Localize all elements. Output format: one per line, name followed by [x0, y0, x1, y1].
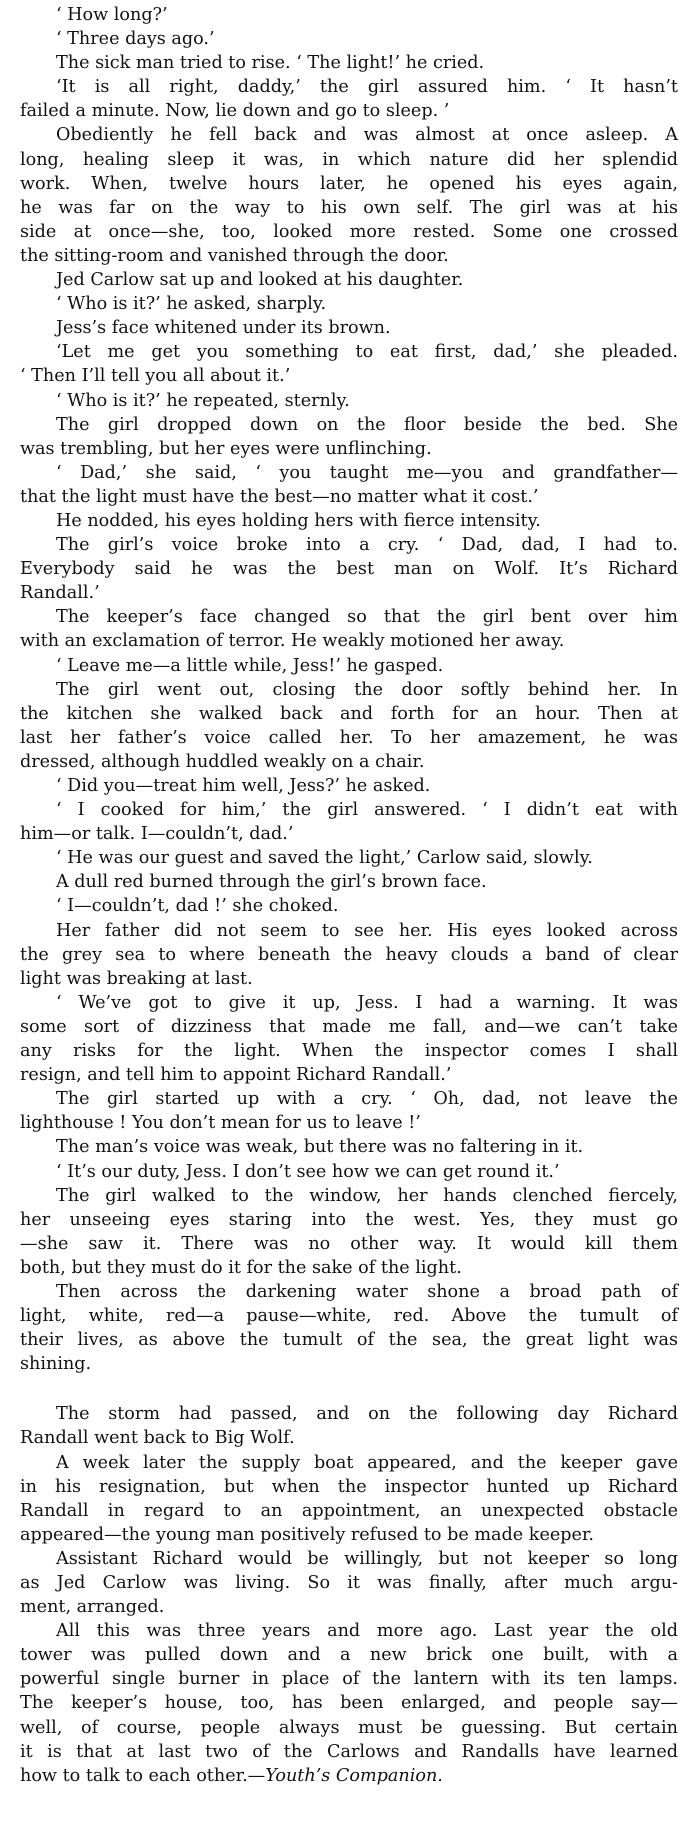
text-line: both, but they must do it for the sake of the light. [20, 1257, 462, 1278]
text-line: Jed Carlow sat up and looked at his daughter. [56, 270, 464, 291]
text-line: The keeper’s face changed so that the girl bent over him [56, 607, 678, 628]
text-line: was trembling, but her eyes were unflinching. [20, 438, 432, 459]
text-line: Randall in regard to an appointment, an unexpected obstacle [20, 1500, 678, 1521]
text-line: The girl went out, closing the door softly behind her. In [56, 679, 678, 700]
text-line: Obediently he fell back and was almost at once asleep. A [56, 125, 678, 146]
text-line: dressed, although huddled weakly on a chair. [20, 751, 425, 772]
text-line: ‘ Who is it?’ he repeated, sternly. [56, 390, 350, 411]
text-line: A week later the supply boat appeared, and the keeper gave [56, 1452, 678, 1473]
text-line: shining. [20, 1354, 92, 1375]
text-line: He nodded, his eyes holding hers with fierce intensity. [56, 510, 541, 531]
text-line: ‘ I cooked for him,’ the girl answered. ‘ I didn’t eat with [56, 800, 678, 821]
text-line: ‘ Who is it?’ he asked, sharply. [56, 294, 327, 315]
text-line: light, white, red—a pause—white, red. Above the tumult of [20, 1306, 678, 1327]
text-line: The girl started up with a cry. ‘ Oh, dad, not leave the [56, 1089, 678, 1110]
text-line: lighthouse ! You don’t mean for us to leave !’ [20, 1113, 421, 1134]
text-line: side at once—she, too, looked more rested. Some one crossed [20, 221, 678, 242]
text-line: the grey sea to where beneath the heavy clouds a band of clear [20, 944, 678, 965]
text-line: appeared—the young man positively refused to be made keeper. [20, 1524, 595, 1545]
source-credit: Youth’s Companion. [265, 1765, 443, 1786]
text-line: Jess’s face whitened under its brown. [56, 318, 391, 339]
text-line: as Jed Carlow was living. So it was finally, after much argu- [20, 1573, 678, 1593]
text-line: that the light must have the best—no matter what it cost.’ [20, 486, 539, 507]
text-line: any risks for the light. When the inspector comes I shall [20, 1041, 678, 1062]
text-line: ‘ Leave me—a little while, Jess!’ he gasped. [56, 655, 444, 676]
text-line: the sitting-room and vanished through the door. [20, 245, 449, 266]
section-break [0, 1376, 700, 1402]
text-line: their lives, as above the tumult of the sea, the great light was [20, 1330, 678, 1351]
text-line: powerful single burner in place of the lantern with its ten lamps. [20, 1669, 678, 1690]
text-line: tower was pulled down and a new brick one built, with a [20, 1645, 678, 1666]
text-line: ‘ He was our guest and saved the light,’ Carlow said, slowly. [56, 848, 593, 869]
text-line: The keeper’s house, too, has been enlarged, and people say— [20, 1693, 678, 1714]
text-line: ‘ Dad,’ she said, ‘ you taught me—you and grandfather— [56, 462, 678, 483]
closing-line [0, 1764, 700, 1788]
text-line: Randall.’ [20, 583, 100, 604]
text-line: ‘Let me get you something to eat first, dad,’ she pleaded. [56, 342, 678, 363]
text-line: ‘ I—couldn’t, dad !’ she choked. [56, 896, 339, 917]
closing-text: how to talk to each other.— [20, 1765, 266, 1786]
text-line: The girl walked to the window, her hands clenched fiercely, [56, 1185, 678, 1206]
text-line: The girl’s voice broke into a cry. ‘ Dad, dad, I had to. [56, 535, 678, 556]
text-line: All this was three years and more ago. Last year the old [56, 1621, 678, 1642]
text-line: ment, arranged. [20, 1597, 165, 1618]
text-line: Assistant Richard would be willingly, but not keeper so long [56, 1548, 678, 1569]
text-line: Randall went back to Big Wolf. [20, 1428, 295, 1449]
text-line: well, of course, people always must be guessing. But certain [20, 1717, 678, 1738]
text-line: The man’s voice was weak, but there was no faltering in it. [56, 1137, 584, 1158]
text-line: Then across the darkening water shone a broad path of [56, 1281, 678, 1302]
text-line: ‘ We’ve got to give it up, Jess. I had a warning. It was [56, 992, 678, 1013]
text-line: her unseeing eyes staring into the west. Yes, they must go [20, 1209, 678, 1230]
text-line: Everybody said he was the best man on Wolf. It’s Richard [20, 559, 678, 580]
text-line: Her father did not seem to see her. His eyes looked across [56, 920, 678, 941]
text-line: The storm had passed, and on the following day Richard [56, 1404, 678, 1425]
text-line: the kitchen she walked back and forth for an hour. Then at [20, 703, 678, 724]
text-line: in his resignation, but when the inspector hunted up Richard [20, 1476, 678, 1497]
text-line: A dull red burned through the girl’s brown face. [56, 872, 487, 893]
text-line: ‘ Then I’ll tell you all about it.’ [20, 366, 291, 387]
text-line: —she saw it. There was no other way. It would kill them [20, 1233, 678, 1254]
text-line: work. When, twelve hours later, he opened his eyes again, [20, 173, 678, 194]
text-line: he was far on the way to his own self. The girl was at his [20, 197, 678, 218]
text-line: ‘ It’s our duty, Jess. I don’t see how we can get round it.’ [56, 1161, 560, 1182]
text-line: long, healing sleep it was, in which nature did her splendid [20, 149, 678, 170]
text-line: resign, and tell him to appoint Richard Randall.’ [20, 1065, 452, 1086]
text-line: some sort of dizziness that made me fall, and—we can’t take [20, 1016, 678, 1037]
text-line: with an exclamation of terror. He weakly motioned her away. [20, 631, 565, 652]
text-line: last her father’s voice called her. To her amazement, he was [20, 727, 678, 748]
text-line: him—or talk. I—couldn’t, dad.’ [20, 824, 294, 845]
text-line: The sick man tried to rise. ‘ The light!’ he cried. [56, 53, 485, 74]
text-line: ‘It is all right, daddy,’ the girl assured him. ‘ It hasn’t [56, 77, 678, 98]
text-line: ‘ Three days ago.’ [56, 29, 215, 50]
text-line: ‘ Did you—treat him well, Jess?’ he asked. [56, 776, 431, 796]
text-line: failed a minute. Now, lie down and go to sleep. ’ [20, 101, 450, 122]
text-line: it is that at last two of the Carlows and Randalls have learned [20, 1741, 678, 1762]
text-line: ‘ How long?’ [56, 5, 168, 25]
text-line: The girl dropped down on the floor beside the bed. She [56, 414, 678, 435]
text-line: light was breaking at last. [20, 968, 253, 989]
